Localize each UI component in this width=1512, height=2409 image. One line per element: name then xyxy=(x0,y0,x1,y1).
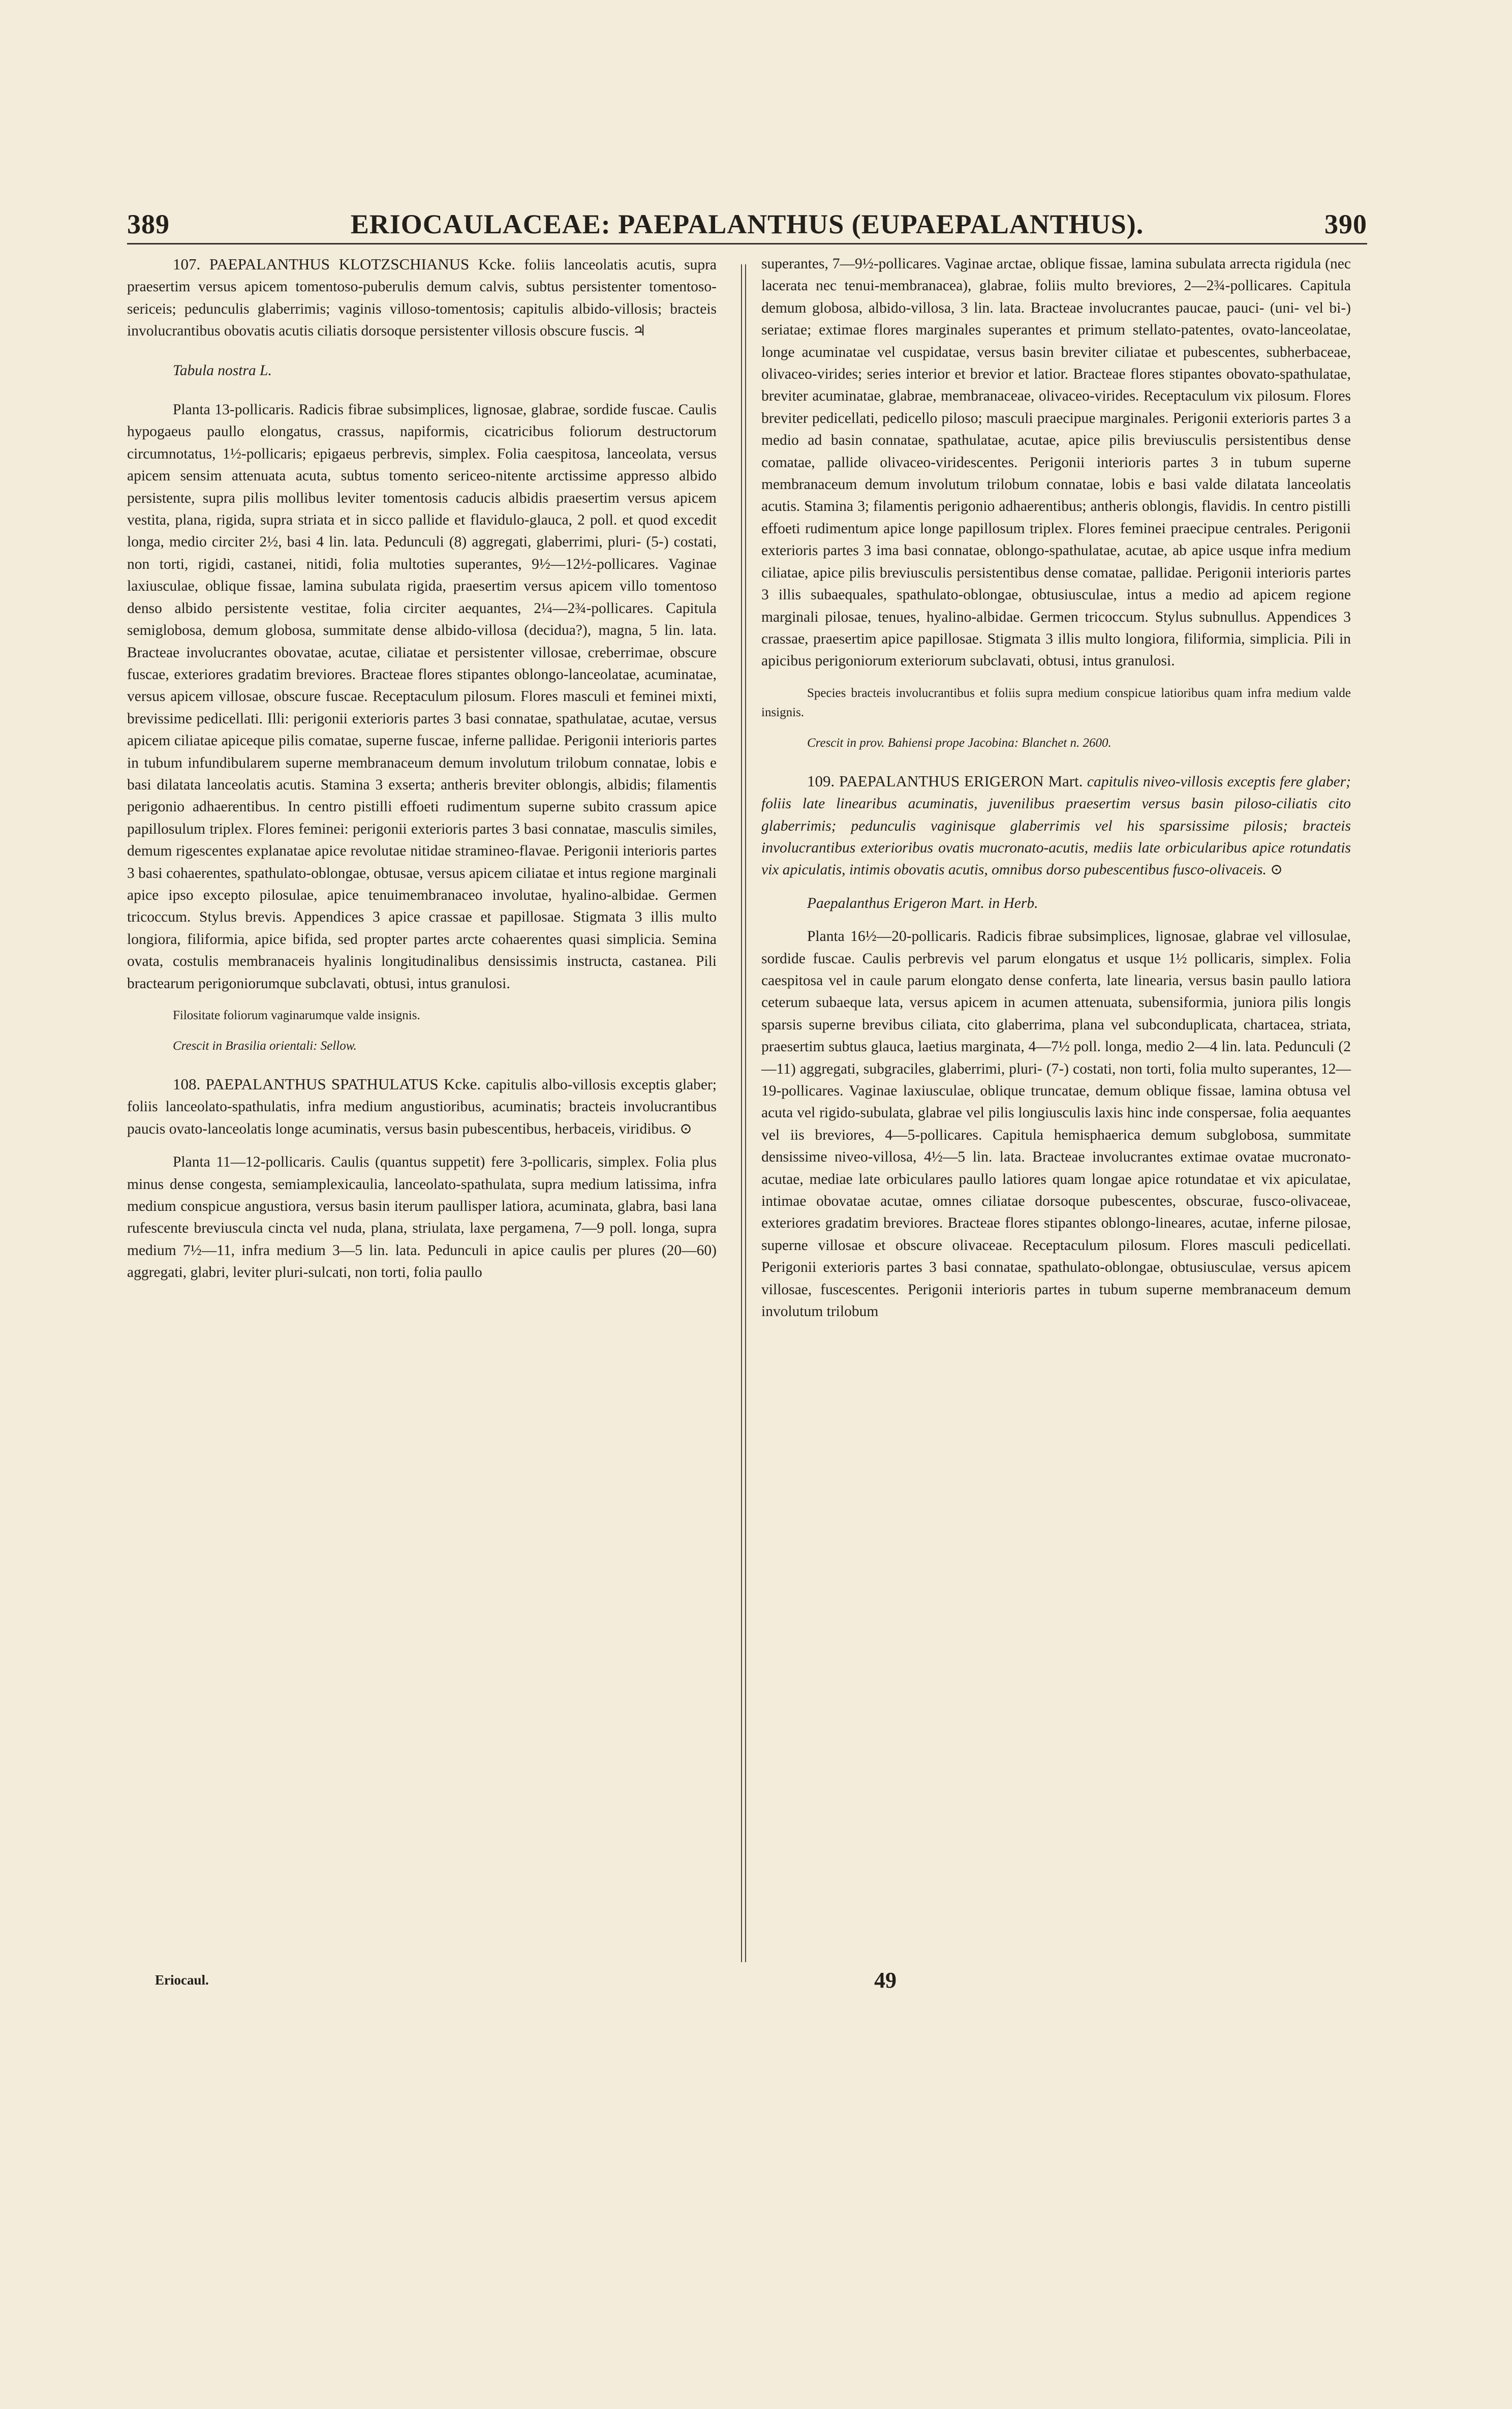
page-number-left: 389 xyxy=(127,209,170,239)
species-107-heading: 107. PAEPALANTHUS KLOTZSCHIANUS Kcke. xyxy=(173,255,516,273)
species-108-description-continued: superantes, 7—9½-pollicares. Vaginae arctae, oblique fissae, lamina subulata arrecta rigidula (nec lacerata nec tenui-membranacea), glabrae, foliis multo breviores, 2—2¾-pollicares. Capitula demum globosa, albido-villosa, 3 lin. lata. Bracteae involucrantes paucae, pauci- (uni- vel bi-) seriatae; extimae flores marginales superantes et primum stellato-patentes, ovato-lanceolatae, longe acuminatae vel cuspidatae, versus basin breviter ciliatae et pubescentes, subherbaceae, olivaceo-virides; series interior et brevior et latior. Bracteae flores stipantes obovato-spathulatae, breviter acuminatae, glabrae, membranaceae, olivaceo-virides. Receptaculum vix pilosum. Flores breviter pedicellati, pedicello piloso; masculi praecipue marginales. Perigonii exterioris partes 3 a medio ad basin connatae, spathulatae, acutae, apice pilis breviusculis persistentibus dense comatae, pallide olivaceo-viridescentes. Perigonii interioris partes 3 in tubum superne membranaceum demum involutum trilobum connatae, lobis e basi valde dilatata lanceolatis acutis. Stamina 3; filamentis perigonio adhaerentibus; antheris oblongis, flavidis. In centro pistilli effoeti rudimentum apice longe papillosum triplex. Flores feminei praecipue centrales. Perigonii exterioris partes 3 ima basi connatae, oblongo-spathulatae, acutae, ab apice usque infra medium ciliatae, apice pilis breviusculis persistentibus dense comatae, pallidae. Perigonii interioris partes 3 illis subaequales, spathulato-oblongae, obtusiusculae, intus a medio ad apicem regione marginali pilosae, tenues, hyalino-albidae. Germen tricoccum. Stylus subnullus. Appendices 3 crassae, praesertim apice papillosae. Stigmata 3 illis multo longiora, filiformia, simplicia. Pili in apicibus perigoniorum exteriorum subclavati, obtusi, intus granulosi. xyxy=(761,256,1351,669)
species-107-note: Filositate foliorum vaginarumque valde insignis. xyxy=(173,1009,420,1022)
right-column xyxy=(761,253,1351,1323)
species-107 xyxy=(127,253,717,343)
page-number-right: 390 xyxy=(1324,209,1367,239)
species-108-description: Planta 11—12-pollicaris. Caulis (quantus suppetit) fere 3-pollicaris, simplex. Folia plus minus dense congesta, semiamplexicaulia, lanceolato-spathulata, supra medium latissima, infra medium conspicue angustiora, versus basin iterum paullisper latiora, acuminata, glabra, basi lana rufescente breviuscula cincta vel nuda, plana, striulata, laxe pergamena, 7—9 poll. longa, supra medium 7½—11, infra medium 3—5 lin. lata. Pedunculi in apice caulis per plures (20—60) aggregati, glabri, leviter pluri-sulcati, non torti, folia paullo xyxy=(127,1154,717,1281)
species-108-diagnosis: capitulis albo-villosis exceptis glaber; foliis lanceolato-spathulatis, infra medium angustioribus, acuminatis; bracteis involucrantibus paucis ovato-lanceolatis longe acuminatis, versus basin pubescentibus, herbaceis, viridibus. ⊙ xyxy=(127,1077,717,1137)
species-109-description: Planta 16½—20-pollicaris. Radicis fibrae subsimplices, lignosae, glabrae vel villosulae, sordide fuscae. Caulis perbrevis vel parum elongatus et usque 1½ pollicaris, simplex. Folia caespitosa vel in caule parum elongato dense conferta, late linearia, versus basin paullo latiora ceterum subaeque lata, versus apicem in acumen attenuata, subensiformia, juniora pilis longis sparsis superne brevibus ciliata, cito glaberrima, plana vel subconduplicata, chartacea, striata, praesertim subtus glauca, laetius marginata, 4—7½ poll. longa, medio 2—4 lin. lata. Pedunculi (2—11) aggregati, subgraciles, glaberrimi, pluri- (7-) costati, non torti, folia multo superantes, 12—19-pollicares. Vaginae laxiusculae, oblique truncatae, demum oblique fissae, lamina obtusa vel acuta vel rigido-subulata, glabrae vel pilis longiusculis laxis hinc inde conspersae, folia aequantes vel iis breviores, 4—5-pollicares. Capitula hemisphaerica demum subglobosa, summitate densissime niveo-villosa, 4½—5 lin. lata. Bracteae involucrantes extimae ovatae mucronato-acutae, mediae late orbiculares paullo latiores quam longae apice rotundatae et vix apiculatae, intimae obovatae acutae, omnes ciliatae dorsoque pubescentes, obscurae, fusco-olivaceae, exteriores gradatim breviores. Bracteae flores stipantes oblongo-lineares, acutae, inferne pilosae, superne villosae et obscure olivaceae. Receptaculum pilosum. Flores masculi pedicellati. Perigonii exterioris partes 3 basi connatae, spathulato-oblongae, obtusiusculae, versus apicem villosae, fuscescentes. Perigonii interioris partes in tubum superne membranaceum demum involutum trilobum xyxy=(761,928,1351,1320)
column-divider xyxy=(741,264,742,1962)
species-107-diagnosis: foliis lanceolatis acutis, supra praesertim versus apicem tomentoso-puberulis demum calvis, subtus persistenter tomentoso-sericeis; pedunculis glaberrimis; vaginis villoso-tomentosis; capitulis albido-villosis; bracteis involucrantibus obovatis acutis ciliatis dorsoque persistenter villosis obscure fuscis. ♃ xyxy=(127,257,717,340)
species-108-heading: 108. PAEPALANTHUS SPATHULATUS Kcke. xyxy=(173,1075,481,1093)
column-divider-inner xyxy=(745,264,746,1962)
footer-signature: Eriocaul. xyxy=(155,1972,209,1988)
species-109-heading: 109. PAEPALANTHUS ERIGERON Mart. xyxy=(807,772,1083,790)
species-108-locality: Crescit in prov. Bahiensi prope Jacobina: Blanchet n. 2600. xyxy=(807,736,1112,750)
species-108-note: Species bracteis involucrantibus et foliis supra medium conspicue latioribus quam infra medium valde insignis. xyxy=(761,686,1351,719)
species-108 xyxy=(127,1073,717,1140)
header-rule xyxy=(127,243,1367,245)
species-107-locality: Crescit in Brasilia orientali: Sellow. xyxy=(173,1039,357,1053)
species-107-description: Planta 13-pollicaris. Radicis fibrae subsimplices, lignosae, glabrae, sordide fuscae. Caulis hypogaeus paullo elongatus, crassus, napiformis, cicatricibus foliorum destructorum circumnotatus, 1½-pollicaris; epigaeus perbrevis, simplex. Folia caespitosa, lanceolata, versus apicem sensim attenuata acuta, subtus tomento sericeo-nitente arctissime appresso albido persistente, supra pilis mollibus leviter tomentosis caducis albidis praesertim versus apicem vestita, plana, rigida, supra striata et in sicco pallide et flavidulo-glauca, 2 poll. et quod excedit longa, medio circiter 2½, basi 4 lin. lata. Pedunculi (8) aggregati, glaberrimi, pluri- (5-) costati, non torti, rigidi, castanei, nitidi, folia multoties superantes, 9½—12½-pollicares. Vaginae laxiusculae, oblique fissae, lamina subulata rigida, praesertim versus apicem villo tomentoso denso albido persistente vestitae, folia circiter aequantes, 2¼—2¾-pollicares. Capitula semiglobosa, demum globosa, summitate dense albido-villosa (decidua?), magna, 5 lin. lata. Bracteae involucrantes obovatae, acutae, ciliatae et persistenter villosae, creberrimae, obscure fuscae, exteriores gradatim breviores. Bracteae flores stipantes oblongo-lanceolatae, acuminatae, versus apicem villosae, obscure fuscae. Receptaculum pilosum. Flores masculi et feminei mixti, brevissime pedicellati. Illi: perigonii exterioris partes 3 basi connatae, spathulatae, acutae, versus apicem ciliatae apiceque pilis comatae, superne fuscae, inferne pallidae. Perigonii interioris partes in tubum infundibularem superne membranaceum demum involutum trilobum connatae, lobis e basi dilatata lanceolatis acutis. Stamina 3 exserta; antheris breviter oblongis, albidis; filamentis perigonio adhaerentibus. In centro pistilli effoeti rudimentum superne subito crassum apice papillosulum triplex. Flores feminei: perigonii exterioris partes 3 basi connatae, masculis similes, demum rigescentes explanatae apice revolutae nitidae stramineo-flavae. Perigonii interioris partes 3 basi cohaerentes, spathulato-oblongae, obtusae, versus apicem ciliatae et intus regione marginali apice ipso excepto pilosulae, apice tenuimembranaceo involutae, hyalino-albidae. Germen tricoccum. Stylus brevis. Appendices 3 apice crassae et papillosae. Stigmata 3 illis multo longiora, filiformia, apice bifida, sed propter partes arcte cohaerentes quasi simplicia. Semina ovata, costulis membranaceis hyalinis longitudinalibus densissimis instructa, castanea. Pili bractearum perigoniorumque subclavati, obtusi, intus granulosi. xyxy=(127,402,717,992)
footer-sheet-number: 49 xyxy=(874,1968,897,1993)
running-title: ERIOCAULACEAE: PAEPALANTHUS (EUPAEPALANTHUS). xyxy=(350,209,1144,239)
species-109 xyxy=(761,770,1351,881)
left-column xyxy=(127,253,717,1284)
species-109-diagnosis: capitulis niveo-villosis exceptis fere glaber; foliis late linearibus acuminatis, juvenilibus praesertim versus basin piloso-ciliatis cito glaberrimis; pedunculis vaginisque glaberrimis vel his sparsissime pilosis; bracteis involucrantibus exterioribus ovatis mucronato-acutis, mediis late orbicularibus apice rotundatis vix apiculatis, intimis obovatis acutis, omnibus dorso pubescentibus fusco-olivaceis. ⊙ xyxy=(761,773,1351,878)
species-109-synonym: Paepalanthus Erigeron Mart. in Herb. xyxy=(807,895,1038,911)
species-107-plate: Tabula nostra L. xyxy=(173,362,272,379)
page-header xyxy=(127,201,1367,247)
